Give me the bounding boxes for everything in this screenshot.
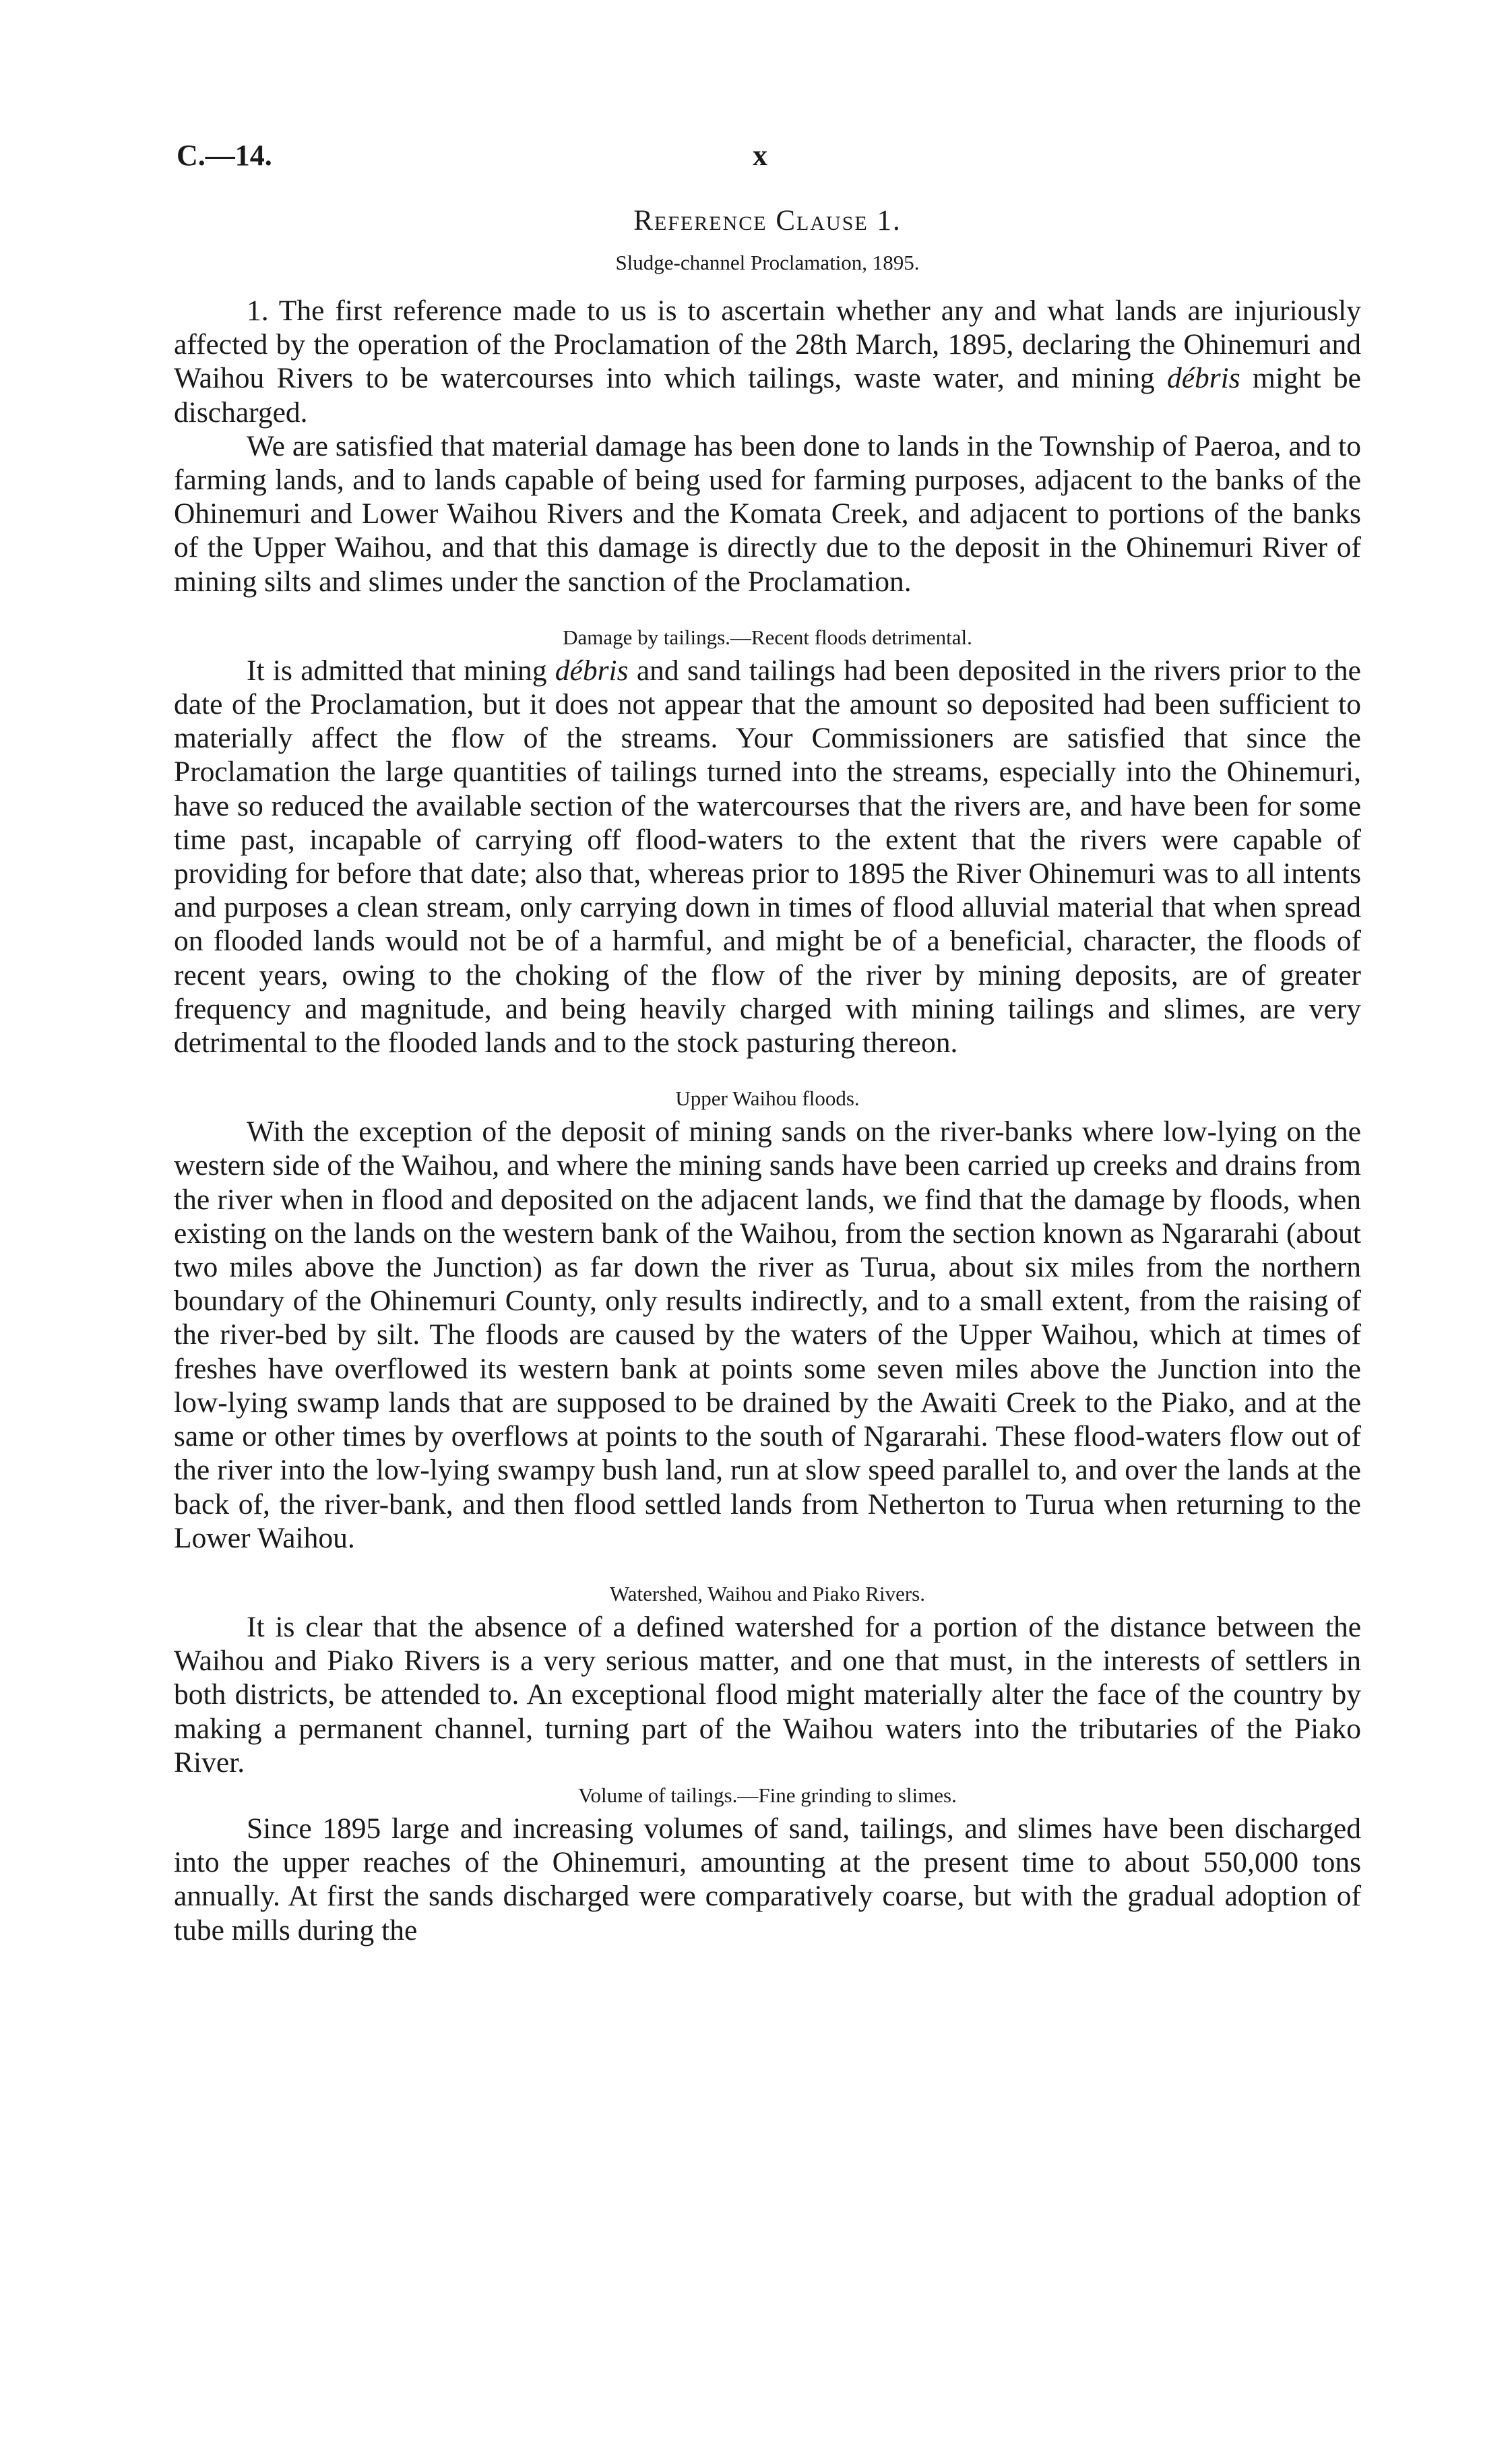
paragraph-material-damage: We are satisfied that material damage has been done to lands in the Township of Paeroa, and to farming lands, and to lands capable of being used for farming purposes, adjacent to the banks of the Ohinemuri and Lower Waihou Rivers and the Komata Creek, and adjacent to portions of the banks of the Upper Waihou, and that this damage is directly due to the deposit in the Ohinemuri River of mining silts and slimes under the sanction of the Proclamation. <box>174 429 1361 598</box>
sidenote-watershed: Watershed, Waihou and Piako Rivers. <box>610 1581 925 1605</box>
page-number: x <box>753 139 767 172</box>
paragraph-volume-of-tailings: Since 1895 large and increasing volumes of sand, tailings, and slimes have been discharged into the upper reaches of the Ohinemuri, amounting at the present time to about 550,000 tons annually. At first the sands discharged were comparatively coarse, but with the gradual adoption of tube mills during the <box>174 1812 1361 1947</box>
section-subtitle: Sludge-channel Proclamation, 1895. <box>615 251 920 274</box>
paragraph-watershed: It is clear that the absence of a defined watershed for a portion of the distance between the Waihou and Piako Rivers is a very serious matter, and one that must, in the interests of settlers in both districts, be attended to. An exceptional flood might materially alter the face of the country by making a permanent channel, turning part of the Waihou waters into the tributaries of the Piako River. <box>174 1610 1361 1779</box>
paragraph-admitted-debris: It is admitted that mining débris and sand tailings had been deposited in the rivers prior to the date of the Proclamation, but it does not appear that the amount so deposited had been sufficient to materially affect the flow of the streams. Your Commissioners are satisfied that since the Proclamation the large quantities of tailings turned into the streams, especially into the Ohinemuri, have so reduced the available section of the watercourses that the rivers are, and have been for some time past, incapable of carrying off flood-waters to the extent that the rivers were capable of providing for before that date; also that, whereas prior to 1895 the River Ohinemuri was to all intents and purposes a clean stream, only carrying down in times of flood alluvial material that when spread on flooded lands would not be of a harmful, and might be of a beneficial, character, the floods of recent years, owing to the choking of the flow of the river by mining deposits, are of greater frequency and magnitude, and being heavily charged with mining tailings and slimes, are very detrimental to the flooded lands and to the stock pasturing thereon. <box>174 654 1361 1060</box>
document-code: C.—14. <box>177 139 272 172</box>
paragraph-upper-waihou: With the exception of the deposit of mining sands on the river-banks where low-lying on the western side of the Waihou, and where the mining sands have been carried up creeks and drains from the river when in flood and deposited on the adjacent lands, we find that the damage by floods, when existing on the lands on the western bank of the Waihou, from the section known as Ngararahi (about two miles above the Junction) as far down the river as Turua, about six miles from the northern boundary of the Ohinemuri County, only results indirectly, and to a small extent, from the raising of the river-bed by silt. The floods are caused by the waters of the Upper Waihou, which at times of freshes have overflowed its western bank at points some seven miles above the Junction into the low-lying swamp lands that are supposed to be drained by the Awaiti Creek to the Piako, and at the same or other times by overflows at points to the south of Ngararahi. These flood-waters flow out of the river into the low-lying swampy bush land, run at slow speed parallel to, and over the lands at the back of, the river-bank, and then flood settled lands from Netherton to Turua when returning to the Lower Waihou. <box>174 1115 1361 1554</box>
sidenote-volume-of-tailings: Volume of tailings.—Fine grinding to slimes. <box>578 1783 957 1807</box>
page-body <box>174 202 1361 1947</box>
sidenote-damage-by-tailings: Damage by tailings.—Recent floods detrimental. <box>563 625 972 649</box>
section-title: Reference Clause 1. <box>633 205 902 237</box>
sidenote-upper-waihou-floods: Upper Waihou floods. <box>675 1086 860 1111</box>
page-header <box>177 138 1361 179</box>
paragraph-reference-1: 1. The first reference made to us is to ascertain whether any and what lands are injuriously affected by the operation of the Proclamation of the 28th March, 1895, declaring the Ohinemuri and Waihou Rivers to be watercourses into which tailings, waste water, and mining débris might be discharged. <box>174 295 1361 429</box>
